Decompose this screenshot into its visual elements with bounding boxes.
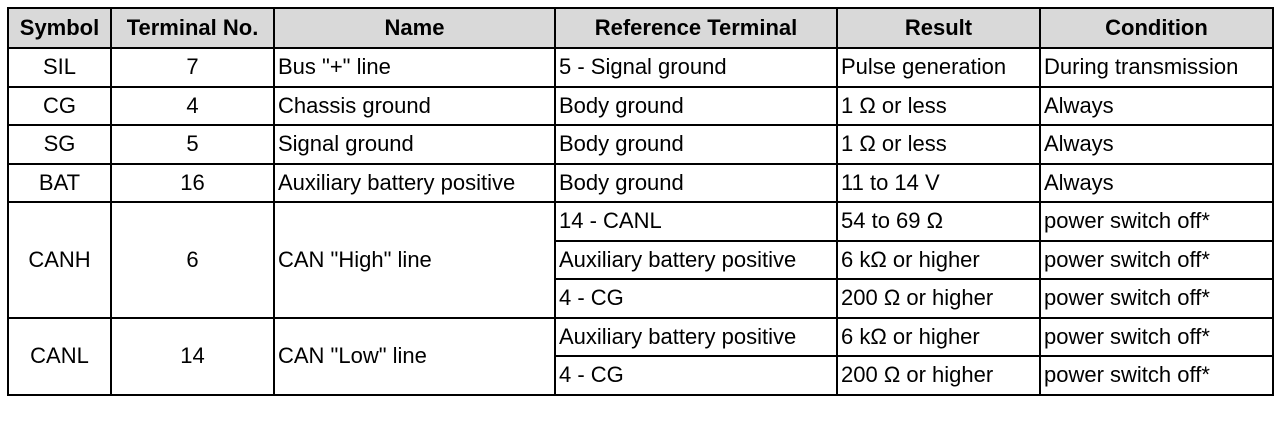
cell-condition: Always	[1040, 125, 1273, 164]
cell-terminal-no: 14	[111, 318, 274, 395]
table-body	[8, 48, 1273, 395]
cell-result: 200 Ω or higher	[837, 356, 1040, 395]
cell-terminal-no: 4	[111, 87, 274, 126]
table-header	[8, 8, 1273, 48]
cell-result: 11 to 14 V	[837, 164, 1040, 203]
cell-symbol: CANH	[8, 202, 111, 318]
table-row	[8, 164, 1273, 203]
header-symbol: Symbol	[8, 8, 111, 48]
cell-name: Chassis ground	[274, 87, 555, 126]
cell-terminal-no: 16	[111, 164, 274, 203]
cell-reference-terminal: Body ground	[555, 87, 837, 126]
cell-reference-terminal: Auxiliary battery positive	[555, 318, 837, 357]
cell-terminal-no: 5	[111, 125, 274, 164]
cell-reference-terminal: 14 - CANL	[555, 202, 837, 241]
cell-condition: power switch off*	[1040, 318, 1273, 357]
cell-condition: power switch off*	[1040, 279, 1273, 318]
table-row	[8, 48, 1273, 87]
cell-result: Pulse generation	[837, 48, 1040, 87]
cell-result: 6 kΩ or higher	[837, 241, 1040, 280]
cell-reference-terminal: 4 - CG	[555, 279, 837, 318]
cell-name: Signal ground	[274, 125, 555, 164]
header-condition: Condition	[1040, 8, 1273, 48]
cell-reference-terminal: 4 - CG	[555, 356, 837, 395]
cell-symbol: BAT	[8, 164, 111, 203]
cell-name: Bus "+" line	[274, 48, 555, 87]
cell-condition: power switch off*	[1040, 356, 1273, 395]
header-result: Result	[837, 8, 1040, 48]
table-row	[8, 87, 1273, 126]
cell-condition: Always	[1040, 164, 1273, 203]
table-row	[8, 202, 1273, 241]
cell-result: 200 Ω or higher	[837, 279, 1040, 318]
cell-reference-terminal: Body ground	[555, 164, 837, 203]
cell-reference-terminal: Body ground	[555, 125, 837, 164]
cell-reference-terminal: 5 - Signal ground	[555, 48, 837, 87]
cell-condition: Always	[1040, 87, 1273, 126]
cell-terminal-no: 7	[111, 48, 274, 87]
header-terminal-no: Terminal No.	[111, 8, 274, 48]
cell-symbol: SIL	[8, 48, 111, 87]
terminal-spec-table	[7, 7, 1274, 396]
cell-condition: power switch off*	[1040, 202, 1273, 241]
cell-reference-terminal: Auxiliary battery positive	[555, 241, 837, 280]
cell-condition: power switch off*	[1040, 241, 1273, 280]
cell-symbol: SG	[8, 125, 111, 164]
cell-name: CAN "Low" line	[274, 318, 555, 395]
cell-result: 54 to 69 Ω	[837, 202, 1040, 241]
header-name: Name	[274, 8, 555, 48]
table-row	[8, 318, 1273, 357]
cell-symbol: CANL	[8, 318, 111, 395]
table-row	[8, 125, 1273, 164]
cell-condition: During transmission	[1040, 48, 1273, 87]
cell-result: 6 kΩ or higher	[837, 318, 1040, 357]
cell-name: Auxiliary battery positive	[274, 164, 555, 203]
cell-symbol: CG	[8, 87, 111, 126]
cell-result: 1 Ω or less	[837, 87, 1040, 126]
cell-terminal-no: 6	[111, 202, 274, 318]
cell-name: CAN "High" line	[274, 202, 555, 318]
header-row	[8, 8, 1273, 48]
header-reference-terminal: Reference Terminal	[555, 8, 837, 48]
cell-result: 1 Ω or less	[837, 125, 1040, 164]
